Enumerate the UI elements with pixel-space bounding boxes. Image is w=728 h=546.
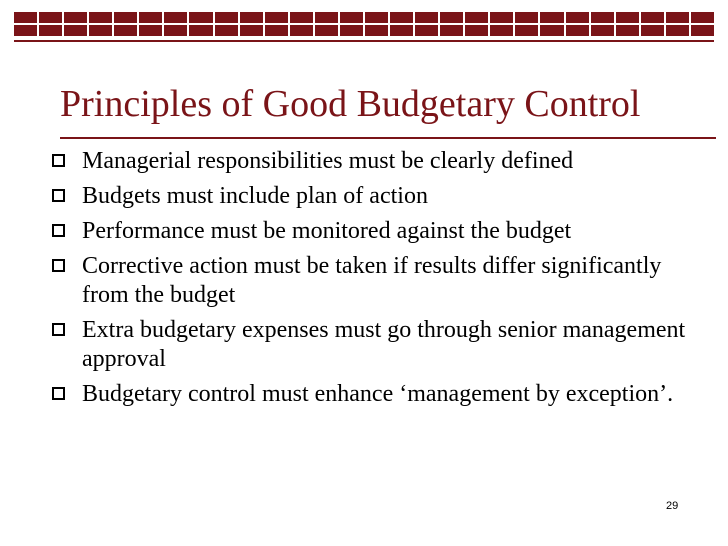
grid-cell: [440, 12, 463, 23]
grid-cell: [164, 12, 187, 23]
bullet-text: Corrective action must be taken if results differ significantly from the budget: [82, 253, 662, 308]
square-bullet-icon: [52, 154, 65, 167]
grid-cell: [340, 25, 363, 36]
bullet-item: [46, 217, 686, 246]
grid-cell: [114, 12, 137, 23]
grid-cell: [490, 25, 513, 36]
grid-cell: [540, 12, 563, 23]
square-bullet-icon: [52, 189, 65, 202]
grid-cell: [64, 12, 87, 23]
grid-cell: [240, 25, 263, 36]
grid-cell: [64, 25, 87, 36]
grid-cell: [39, 25, 62, 36]
grid-cell: [515, 25, 538, 36]
grid-cell: [215, 25, 238, 36]
bullet-text: Managerial responsibilities must be clearly defined: [82, 148, 574, 174]
slide-title: Principles of Good Budgetary Control: [60, 83, 641, 125]
bullet-text: Budgetary control must enhance ‘management by exception’.: [82, 381, 674, 407]
grid-cell: [139, 12, 162, 23]
grid-cell: [540, 25, 563, 36]
grid-cell: [164, 25, 187, 36]
bullet-list: [46, 147, 686, 415]
grid-cell: [566, 12, 589, 23]
bullet-item: [46, 380, 686, 409]
grid-cell: [265, 25, 288, 36]
grid-cell: [215, 12, 238, 23]
bullet-text: Extra budgetary expenses must go through senior management approval: [82, 317, 686, 372]
grid-cell: [39, 12, 62, 23]
grid-cell: [666, 12, 689, 23]
grid-cell: [591, 12, 614, 23]
grid-cell: [139, 25, 162, 36]
grid-cell: [465, 12, 488, 23]
square-bullet-icon: [52, 259, 65, 272]
grid-cell: [641, 12, 664, 23]
grid-cell: [365, 12, 388, 23]
bullet-item: [46, 147, 686, 176]
grid-cell: [89, 25, 112, 36]
square-bullet-icon: [52, 323, 65, 336]
grid-cell: [315, 12, 338, 23]
grid-cell: [89, 12, 112, 23]
grid-cell: [465, 25, 488, 36]
grid-cell: [440, 25, 463, 36]
title-underline: [60, 137, 716, 139]
bullet-item: [46, 252, 686, 310]
square-bullet-icon: [52, 387, 65, 400]
grid-cell: [189, 12, 212, 23]
grid-cell: [666, 25, 689, 36]
grid-cell: [315, 25, 338, 36]
header-rule: [14, 40, 714, 42]
grid-cell: [490, 12, 513, 23]
grid-cell: [390, 25, 413, 36]
bullet-text: Performance must be monitored against the budget: [82, 218, 572, 244]
grid-cell: [641, 25, 664, 36]
square-bullet-icon: [52, 224, 65, 237]
grid-cell: [691, 25, 714, 36]
bullet-text: Budgets must include plan of action: [82, 183, 428, 209]
grid-cell: [415, 25, 438, 36]
grid-cell: [616, 25, 639, 36]
page-number: 29: [666, 500, 679, 512]
bullet-item: [46, 316, 686, 374]
grid-cell: [415, 12, 438, 23]
grid-cell: [616, 12, 639, 23]
grid-cell: [591, 25, 614, 36]
grid-cell: [290, 12, 313, 23]
grid-cell: [390, 12, 413, 23]
grid-cell: [14, 12, 37, 23]
grid-cell: [114, 25, 137, 36]
grid-cell: [365, 25, 388, 36]
grid-cell: [189, 25, 212, 36]
grid-cell: [340, 12, 363, 23]
header-grid-decoration: [14, 12, 714, 36]
grid-cell: [240, 12, 263, 23]
grid-cell: [515, 12, 538, 23]
grid-cell: [566, 25, 589, 36]
bullet-item: [46, 182, 686, 211]
grid-cell: [14, 25, 37, 36]
grid-cell: [265, 12, 288, 23]
grid-cell: [691, 12, 714, 23]
grid-cell: [290, 25, 313, 36]
